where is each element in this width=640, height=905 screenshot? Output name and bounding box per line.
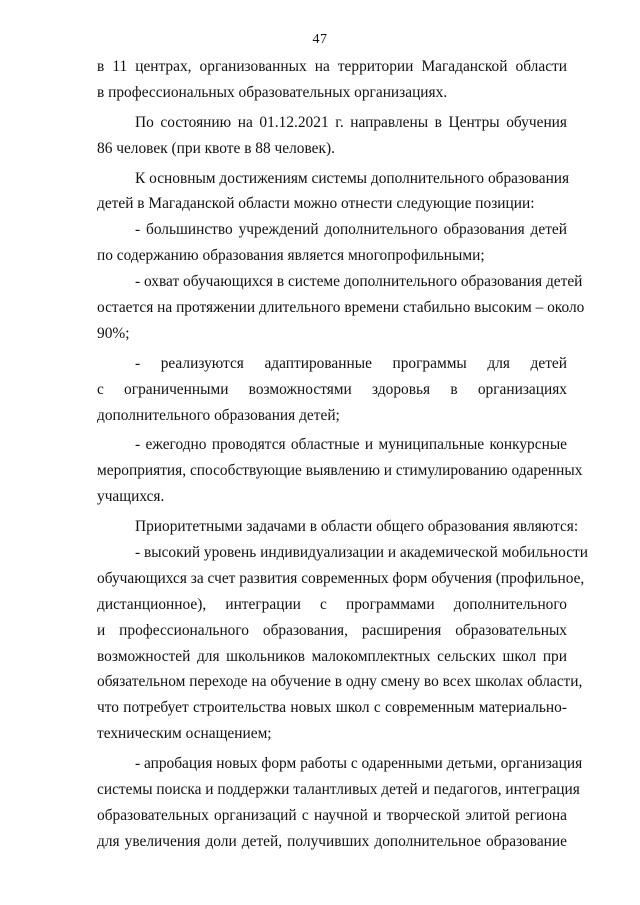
text-line: возможностей для школьников малокомплектных сельских школ при [97,647,567,665]
text-line: техническим оснащением; [97,725,272,743]
text-line: 90%; [97,324,130,342]
text-line: Приоритетными задачами в области общего образования являются: [135,518,579,536]
text-line: дополнительного образования детей; [97,406,340,424]
text-line: детей в Магаданской области можно отнести следующие позиции: [97,195,535,213]
text-line: и профессионального образования, расширения образовательных [97,621,567,639]
text-line: - реализуются адаптированные программы для детей [135,354,567,372]
text-line: - апробация новых форм работы с одаренными детьми, организация [135,755,583,773]
text-line: - высокий уровень индивидуализации и академической мобильности [135,544,589,562]
page-number: 47 [312,32,328,47]
text-line: 86 человек (при квоте в 88 человек). [97,139,335,157]
text-line: дистанционное), интеграции с программами дополнительного [97,595,567,613]
text-line: По состоянию на 01.12.2021 г. направлены в Центры обучения [135,113,567,131]
text-line: - ежегодно проводятся областные и муниципальные конкурсные [135,436,567,454]
text-line: мероприятия, способствующие выявлению и стимулированию одаренных [97,462,583,480]
text-line: по содержанию образования является многопрофильными; [97,247,485,265]
text-line: для увеличения доли детей, получивших дополнительное образование [97,832,567,850]
text-line: - охват обучающихся в системе дополнительного образования детей [135,273,583,291]
text-line: учащихся. [97,488,165,506]
text-line: - большинство учреждений дополнительного образования детей [135,221,567,239]
text-line: обучающихся за счет развития современных форм обучения (профильное, [97,569,585,587]
text-line: что потребует строительства новых школ с современным материально- [97,699,567,717]
text-line: с ограниченными возможностями здоровья в организациях [97,380,567,398]
text-line: остается на протяжении длительного времени стабильно высоким – около [97,299,585,317]
document-body [97,54,589,855]
text-line: в 11 центрах, организованных на территории Магаданской области [97,58,567,75]
text-line: обязательном переходе на обучение в одну смену во всех школах области, [97,673,583,691]
text-line: системы поиска и поддержки талантливых детей и педагогов, интеграция [97,781,580,799]
text-line: К основным достижениям системы дополнительного образования [135,169,570,187]
text-line: образовательных организаций с научной и творческой элитой региона [97,806,567,824]
text-line: в профессиональных образовательных организациях. [97,83,448,101]
